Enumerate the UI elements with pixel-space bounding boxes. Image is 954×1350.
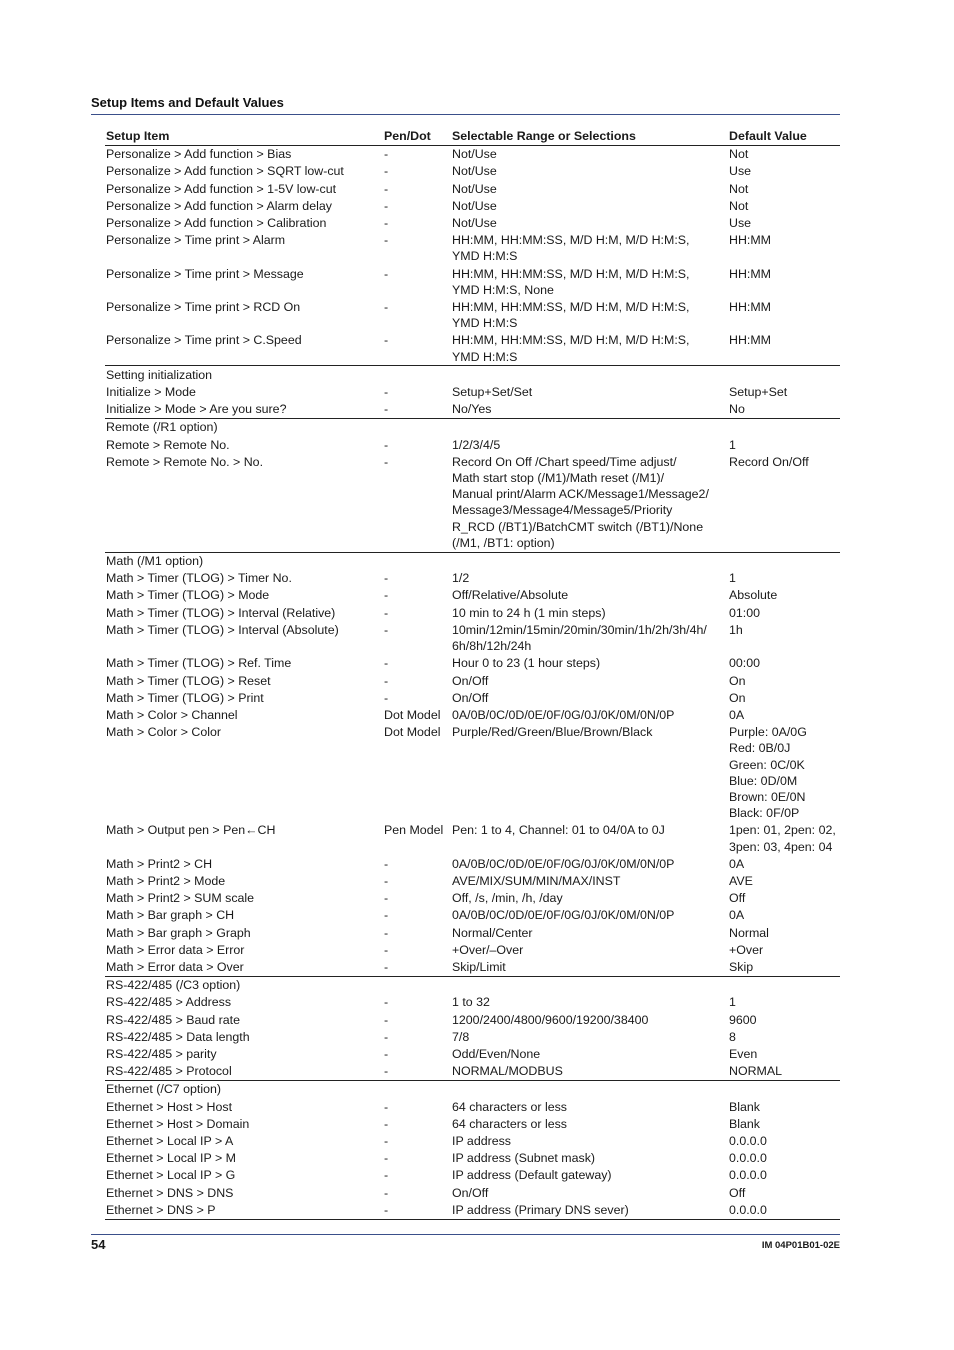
cell-selectable-range: Setup+Set/Set — [452, 385, 533, 400]
cell-pen-dot: - — [384, 1012, 389, 1027]
table-row — [105, 907, 840, 924]
cell-pen-dot: - — [384, 942, 389, 957]
cell-default-value: Even — [729, 1046, 758, 1061]
cell-selectable-range — [451, 1081, 728, 1097]
cell-pen-dot — [383, 553, 451, 569]
cell-selectable-range: 7/8 — [452, 1029, 470, 1044]
cell-setup-item: Remote (/R1 option) — [106, 420, 218, 435]
table-row — [105, 941, 840, 958]
cell-selectable-range: 64 characters or less — [452, 1099, 568, 1114]
cell-setup-item: Math > Color > Color — [106, 725, 222, 740]
cell-setup-item: Math (/M1 option) — [106, 554, 204, 569]
cell-selectable-range — [451, 553, 728, 569]
table-row — [105, 570, 840, 587]
cell-setup-item: Math > Timer (TLOG) > Reset — [106, 673, 271, 688]
cell-setup-item: Remote > Remote No. — [106, 437, 230, 452]
cell-setup-item: Math > Bar graph > Graph — [106, 925, 251, 940]
cell-default-value: 9600 — [729, 1012, 757, 1027]
cell-default-value — [728, 367, 840, 383]
cell-selectable-range: 10min/12min/15min/20min/30min/1h/2h/3h/4h/ 6h/8h/12h/24h — [452, 622, 707, 654]
cell-default-value — [728, 419, 840, 435]
table-header-row — [105, 127, 840, 146]
header-default-value: Default Value — [729, 128, 807, 143]
table-row — [105, 724, 840, 822]
table-row — [105, 453, 840, 552]
table-row — [105, 890, 840, 907]
cell-pen-dot: - — [384, 605, 389, 620]
cell-setup-item: Personalize > Add function > Alarm delay — [106, 198, 332, 213]
cell-selectable-range: 0A/0B/0C/0D/0E/0F/0G/0J/0K/0M/0N/0P — [452, 856, 675, 871]
cell-setup-item: Ethernet > Local IP > M — [106, 1151, 236, 1166]
cell-setup-item: Math > Timer (TLOG) > Mode — [106, 588, 270, 603]
cell-default-value: On — [729, 690, 746, 705]
cell-pen-dot: - — [384, 300, 389, 315]
cell-pen-dot: - — [384, 266, 389, 281]
cell-selectable-range: 10 min to 24 h (1 min steps) — [452, 605, 606, 620]
table-row — [105, 419, 840, 436]
cell-pen-dot: - — [384, 147, 389, 162]
cell-default-value: Record On/Off — [729, 454, 809, 469]
table-row — [105, 822, 840, 855]
cell-selectable-range: 1200/2400/4800/9600/19200/38400 — [452, 1012, 649, 1027]
cell-default-value: 0.0.0.0 — [729, 1133, 767, 1148]
table-row — [105, 1098, 840, 1115]
table-row — [105, 587, 840, 604]
cell-selectable-range: 64 characters or less — [452, 1116, 568, 1131]
cell-pen-dot: - — [384, 925, 389, 940]
cell-pen-dot: - — [384, 1029, 389, 1044]
cell-default-value: Setup+Set — [729, 385, 788, 400]
cell-selectable-range: Off/Relative/Absolute — [452, 588, 569, 603]
cell-setup-item: Personalize > Time print > C.Speed — [106, 333, 302, 348]
table-row — [105, 1045, 840, 1062]
cell-default-value: HH:MM — [729, 266, 771, 281]
cell-default-value: 0A — [729, 707, 745, 722]
cell-setup-item: Math > Timer (TLOG) > Timer No. — [106, 571, 292, 586]
cell-default-value: 8 — [729, 1029, 736, 1044]
cell-default-value — [728, 977, 840, 993]
cell-setup-item: Math > Timer (TLOG) > Ref. Time — [106, 656, 292, 671]
cell-default-value: Not — [729, 147, 749, 162]
cell-selectable-range: Hour 0 to 23 (1 hour steps) — [452, 656, 601, 671]
cell-default-value: Absolute — [729, 588, 778, 603]
table-row — [105, 1028, 840, 1045]
cell-default-value: Use — [729, 216, 752, 231]
cell-selectable-range: 0A/0B/0C/0D/0E/0F/0G/0J/0K/0M/0N/0P — [452, 707, 675, 722]
cell-setup-item: Math > Timer (TLOG) > Interval (Absolute) — [106, 622, 339, 637]
cell-setup-item: Personalize > Time print > RCD On — [106, 300, 301, 315]
table-row — [105, 924, 840, 941]
cell-selectable-range: Purple/Red/Green/Blue/Brown/Black — [452, 725, 653, 740]
cell-selectable-range: NORMAL/MODBUS — [452, 1064, 563, 1079]
cell-selectable-range: Not/Use — [452, 181, 497, 196]
cell-selectable-range: HH:MM, HH:MM:SS, M/D H:M, M/D H:M:S, YMD H:M:S — [452, 233, 690, 264]
table-row — [105, 180, 840, 197]
cell-pen-dot — [383, 977, 451, 993]
cell-selectable-range: HH:MM, HH:MM:SS, M/D H:M, M/D H:M:S, YMD H:M:S — [452, 333, 690, 364]
cell-selectable-range — [451, 977, 728, 993]
table-row — [105, 855, 840, 872]
table-row — [105, 215, 840, 232]
section-title: Setup Items and Default Values — [91, 95, 284, 110]
cell-default-value: 1pen: 01, 2pen: 02, 3pen: 03, 4pen: 04 — [729, 823, 836, 854]
cell-default-value: Use — [729, 164, 752, 179]
document-id: IM 04P01B01-02E — [761, 1240, 840, 1251]
table-row — [105, 401, 840, 419]
cell-selectable-range: AVE/MIX/SUM/MIN/MAX/INST — [452, 873, 621, 888]
table-row — [105, 436, 840, 453]
table-row — [105, 163, 840, 180]
table-row — [105, 655, 840, 672]
cell-pen-dot: - — [384, 690, 389, 705]
table-row — [105, 958, 840, 976]
cell-setup-item: Ethernet > Host > Host — [106, 1099, 233, 1114]
cell-setup-item: Ethernet > Host > Domain — [106, 1116, 250, 1131]
cell-setup-item: Math > Color > Channel — [106, 707, 238, 722]
cell-setup-item: Initialize > Mode > Are you sure? — [106, 402, 287, 417]
cell-default-value: On — [729, 673, 746, 688]
cell-default-value: 1 — [729, 571, 736, 586]
cell-pen-dot: - — [384, 673, 389, 688]
table-row — [105, 1167, 840, 1184]
cell-selectable-range: Not/Use — [452, 216, 497, 231]
cell-setup-item: Setting initialization — [106, 367, 213, 382]
cell-selectable-range: +Over/–Over — [452, 942, 524, 957]
table-row — [105, 332, 840, 366]
header-setup-item: Setup Item — [106, 128, 170, 143]
cell-pen-dot: - — [384, 995, 389, 1010]
cell-selectable-range: HH:MM, HH:MM:SS, M/D H:M, M/D H:M:S, YMD H:M:S, None — [452, 266, 690, 297]
table-row — [105, 1115, 840, 1132]
cell-pen-dot — [383, 1081, 451, 1097]
table-row — [105, 994, 840, 1011]
cell-setup-item: Remote > Remote No. > No. — [106, 454, 264, 469]
cell-setup-item: Initialize > Mode — [106, 385, 196, 400]
cell-setup-item: RS-422/485 > Data length — [106, 1029, 250, 1044]
cell-selectable-range: Odd/Even/None — [452, 1046, 541, 1061]
cell-selectable-range: Normal/Center — [452, 925, 533, 940]
table-row — [105, 1150, 840, 1167]
cell-selectable-range: IP address — [452, 1133, 512, 1148]
cell-pen-dot: - — [384, 1185, 389, 1200]
cell-setup-item: Math > Print2 > Mode — [106, 873, 226, 888]
cell-pen-dot: Pen Model — [384, 823, 444, 838]
cell-default-value: AVE — [729, 873, 753, 888]
cell-default-value: +Over — [729, 942, 764, 957]
page-number: 54 — [91, 1237, 106, 1252]
table-row — [105, 1063, 840, 1081]
cell-setup-item: Math > Error data > Over — [106, 959, 244, 974]
cell-pen-dot: - — [384, 1168, 389, 1183]
cell-pen-dot: - — [384, 908, 389, 923]
cell-default-value: 01:00 — [729, 605, 761, 620]
cell-setup-item: Math > Print2 > CH — [106, 856, 213, 871]
cell-setup-item: Personalize > Time print > Message — [106, 266, 304, 281]
title-divider — [91, 114, 840, 115]
cell-selectable-range: Skip/Limit — [452, 959, 506, 974]
cell-pen-dot: - — [384, 571, 389, 586]
table-row — [105, 1011, 840, 1028]
cell-pen-dot: - — [384, 402, 389, 417]
table-row — [105, 1184, 840, 1201]
cell-default-value: Not — [729, 181, 749, 196]
table-row — [105, 977, 840, 994]
cell-setup-item: Ethernet > Local IP > A — [106, 1133, 234, 1148]
cell-selectable-range: Not/Use — [452, 147, 497, 162]
cell-pen-dot: - — [384, 1099, 389, 1114]
cell-default-value: Purple: 0A/0G Red: 0B/0J Green: 0C/0K Blue: 0D/0M Brown: 0E/0N Black: 0F/0P — [729, 725, 807, 821]
cell-selectable-range — [451, 419, 728, 435]
cell-selectable-range: Record On Off /Chart speed/Time adjust/ Math start stop (/M1)/Math reset (/M1)/ Manual print/Alarm ACK/Message1/Message2/ Message3/Message4/Message5/Priority R_RCD (/BT1)/BatchCMT switch (/BT1)/None (/M1, /BT1: option) — [452, 454, 709, 550]
cell-selectable-range: On/Off — [452, 690, 489, 705]
table-row — [105, 689, 840, 706]
table-row — [105, 366, 840, 383]
table-row — [105, 553, 840, 570]
cell-setup-item: RS-422/485 (/C3 option) — [106, 978, 241, 993]
cell-setup-item: Math > Bar graph > CH — [106, 908, 235, 923]
cell-default-value: 0.0.0.0 — [729, 1168, 767, 1183]
cell-setup-item: Personalize > Time print > Alarm — [106, 233, 286, 248]
cell-pen-dot: - — [384, 1133, 389, 1148]
table-row — [105, 672, 840, 689]
cell-setup-item: Math > Timer (TLOG) > Interval (Relative) — [106, 605, 336, 620]
cell-default-value: 0A — [729, 856, 745, 871]
cell-setup-item: Math > Print2 > SUM scale — [106, 891, 255, 906]
cell-setup-item: RS-422/485 > Baud rate — [106, 1012, 240, 1027]
cell-pen-dot: - — [384, 437, 389, 452]
cell-selectable-range: IP address (Primary DNS sever) — [452, 1202, 629, 1217]
cell-default-value: 0.0.0.0 — [729, 1151, 767, 1166]
cell-selectable-range: Not/Use — [452, 164, 497, 179]
table-body — [105, 146, 840, 1220]
cell-default-value: HH:MM — [729, 233, 771, 248]
header-selectable-range: Selectable Range or Selections — [452, 128, 636, 143]
cell-pen-dot: Dot Model — [384, 707, 441, 722]
cell-selectable-range: Not/Use — [452, 198, 497, 213]
cell-setup-item: Personalize > Add function > Bias — [106, 147, 292, 162]
table-row — [105, 384, 840, 401]
cell-pen-dot: - — [384, 959, 389, 974]
table-row — [105, 621, 840, 654]
table-row — [105, 146, 840, 163]
table-row — [105, 1132, 840, 1149]
table-row — [105, 232, 840, 265]
cell-pen-dot: - — [384, 891, 389, 906]
cell-selectable-range: HH:MM, HH:MM:SS, M/D H:M, M/D H:M:S, YMD H:M:S — [452, 300, 690, 331]
cell-selectable-range: Off, /s, /min, /h, /day — [452, 891, 563, 906]
setup-items-table — [105, 127, 840, 1220]
cell-pen-dot: - — [384, 1064, 389, 1079]
cell-default-value: Off — [729, 1185, 746, 1200]
footer-divider — [91, 1234, 840, 1235]
cell-pen-dot: - — [384, 333, 389, 348]
cell-setup-item: Personalize > Add function > Calibration — [106, 216, 327, 231]
cell-setup-item: Ethernet (/C7 option) — [106, 1082, 222, 1097]
cell-selectable-range: 0A/0B/0C/0D/0E/0F/0G/0J/0K/0M/0N/0P — [452, 908, 675, 923]
cell-pen-dot — [383, 419, 451, 435]
cell-default-value: NORMAL — [729, 1064, 783, 1079]
cell-pen-dot: Dot Model — [384, 725, 441, 740]
cell-pen-dot: - — [384, 216, 389, 231]
cell-default-value: Not — [729, 198, 749, 213]
cell-selectable-range: IP address (Default gateway) — [452, 1168, 612, 1183]
cell-selectable-range: 1/2/3/4/5 — [452, 437, 501, 452]
cell-pen-dot: - — [384, 873, 389, 888]
cell-pen-dot: - — [384, 164, 389, 179]
cell-pen-dot — [383, 367, 451, 383]
cell-setup-item: RS-422/485 > Protocol — [106, 1064, 232, 1079]
table-row — [105, 706, 840, 723]
cell-pen-dot: - — [384, 1116, 389, 1131]
cell-pen-dot: - — [384, 385, 389, 400]
cell-selectable-range — [451, 367, 728, 383]
cell-setup-item: RS-422/485 > parity — [106, 1046, 217, 1061]
cell-selectable-range: IP address (Subnet mask) — [452, 1151, 596, 1166]
cell-default-value: No — [729, 402, 745, 417]
cell-default-value: 1 — [729, 437, 736, 452]
cell-pen-dot: - — [384, 656, 389, 671]
cell-setup-item: Ethernet > Local IP > G — [106, 1168, 236, 1183]
cell-pen-dot: - — [384, 856, 389, 871]
cell-setup-item: Math > Timer (TLOG) > Print — [106, 690, 264, 705]
cell-setup-item: Personalize > Add function > SQRT low-cut — [106, 164, 344, 179]
cell-selectable-range: 1/2 — [452, 571, 470, 586]
table-row — [105, 604, 840, 621]
cell-pen-dot: - — [384, 588, 389, 603]
cell-pen-dot: - — [384, 1151, 389, 1166]
cell-pen-dot: - — [384, 198, 389, 213]
table-row — [105, 197, 840, 214]
cell-pen-dot: - — [384, 1202, 389, 1217]
table-row — [105, 1081, 840, 1098]
cell-default-value — [728, 553, 840, 569]
cell-default-value: Off — [729, 891, 746, 906]
cell-default-value: 1h — [729, 622, 743, 637]
table-row — [105, 1201, 840, 1219]
cell-default-value — [728, 1081, 840, 1097]
cell-default-value: 0.0.0.0 — [729, 1202, 767, 1217]
cell-selectable-range: Pen: 1 to 4, Channel: 01 to 04/0A to 0J — [452, 823, 665, 838]
cell-setup-item: Personalize > Add function > 1-5V low-cut — [106, 181, 337, 196]
cell-pen-dot: - — [384, 181, 389, 196]
cell-selectable-range: On/Off — [452, 1185, 489, 1200]
table-row — [105, 299, 840, 332]
header-pen-dot: Pen/Dot — [384, 128, 431, 143]
cell-default-value: Normal — [729, 925, 769, 940]
cell-default-value: Blank — [729, 1099, 760, 1114]
cell-selectable-range: 1 to 32 — [452, 995, 490, 1010]
cell-setup-item: Ethernet > DNS > DNS — [106, 1185, 234, 1200]
table-row — [105, 872, 840, 889]
cell-pen-dot: - — [384, 454, 389, 469]
table-row — [105, 265, 840, 298]
cell-setup-item: Ethernet > DNS > P — [106, 1202, 216, 1217]
cell-pen-dot: - — [384, 622, 389, 637]
cell-pen-dot: - — [384, 1046, 389, 1061]
cell-default-value: 0A — [729, 908, 745, 923]
cell-selectable-range: On/Off — [452, 673, 489, 688]
cell-setup-item: RS-422/485 > Address — [106, 995, 232, 1010]
cell-default-value: Blank — [729, 1116, 760, 1131]
cell-setup-item: Math > Error data > Error — [106, 942, 245, 957]
cell-setup-item: Math > Output pen > Pen←CH — [106, 823, 276, 838]
cell-pen-dot: - — [384, 233, 389, 248]
cell-default-value: HH:MM — [729, 333, 771, 348]
cell-selectable-range: No/Yes — [452, 402, 492, 417]
cell-default-value: 1 — [729, 995, 736, 1010]
cell-default-value: 00:00 — [729, 656, 761, 671]
cell-default-value: HH:MM — [729, 300, 771, 315]
cell-default-value: Skip — [729, 959, 754, 974]
